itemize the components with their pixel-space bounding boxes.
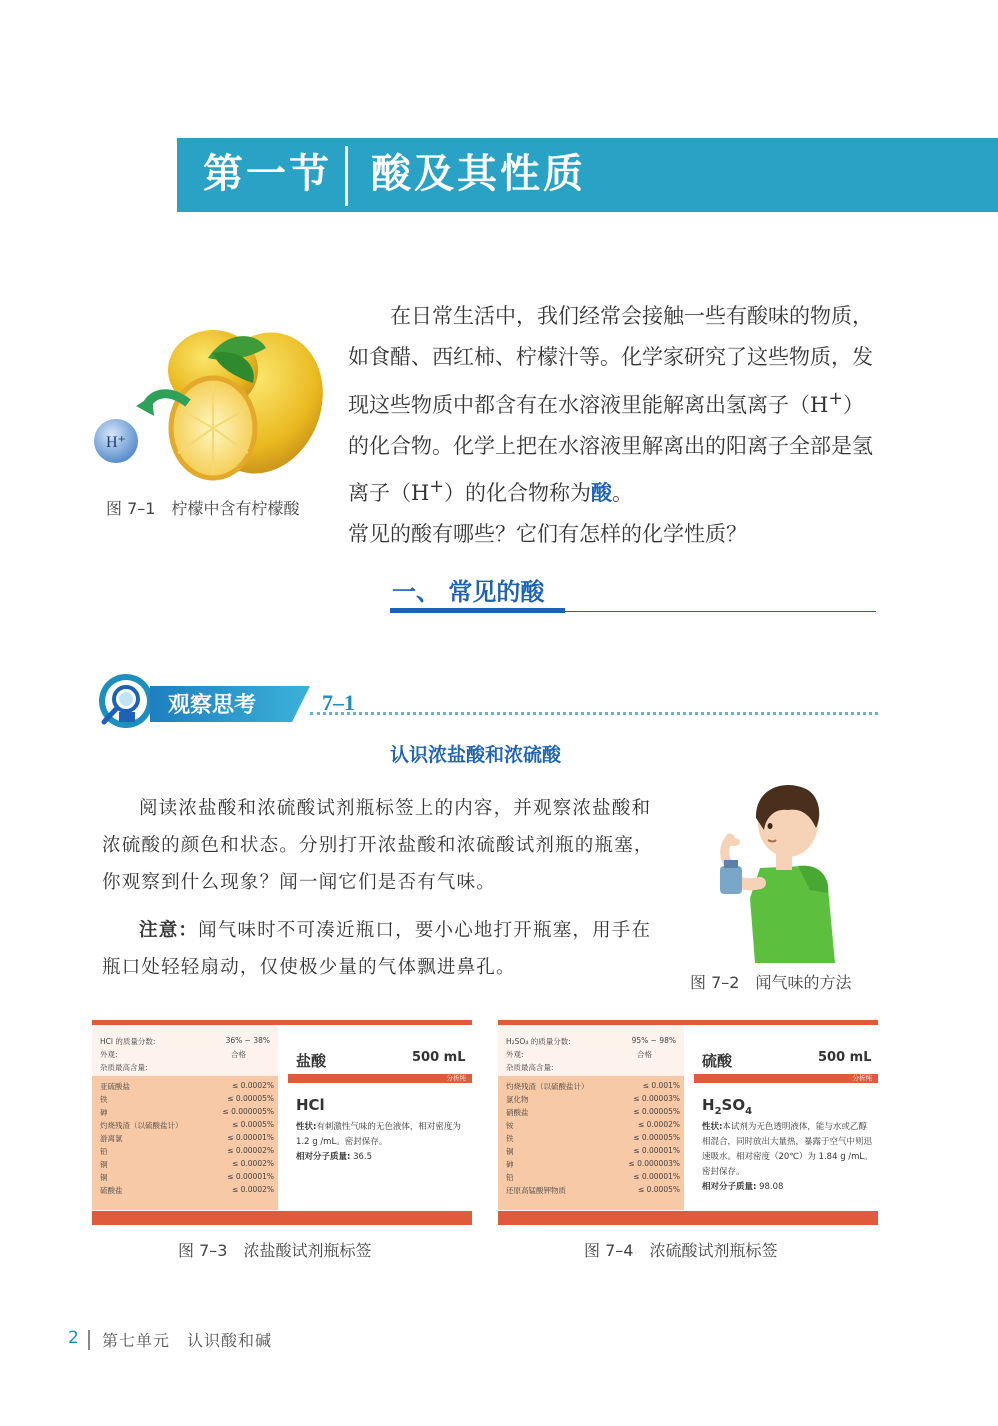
safety-note: 注意：闻气味时不可凑近瓶口，要小心地打开瓶塞，用手在瓶口处轻轻扇动，仅使极少量的气体飘进鼻孔。 [102,920,652,978]
observe-tab [150,686,310,722]
intro-paragraph: 在日常生活中，我们经常会接触一些有酸味的物质，如食醋、西红柿、柠檬汁等。化学家研究了这些物质，发现这些物质中都含有在水溶液里能解离出氢离子（H+）的化合物。化学上把在水溶液里解离出的阳离子全部是氢离子（H+）的化合物称为酸。 [348,304,873,506]
reagent-description: 性状:有刺激性气味的无色液体，相对密度为 1.2 g /mL。密封保存。 相对分子质量: 36.5 [296,1122,461,1162]
impurity-row: 铵 ≤ 0.0002% [506,1120,680,1130]
ion-label: H⁺ [106,434,126,451]
figure-caption: 图 7–4 浓硫酸试剂瓶标签 [584,1241,778,1260]
impurity-row: 铁 ≤ 0.00005% [100,1094,274,1104]
impurity-row: 灼烧残渣（以硫酸盐计） ≤ 0.0005% [100,1120,274,1130]
impurity-row: 铜 ≤ 0.0002% [100,1159,274,1169]
label-bottom-stripe [498,1211,878,1225]
impurity-row: 还原高锰酸钾物质 ≤ 0.0005% [506,1185,680,1195]
impurity-row: 铅 ≤ 0.00002% [100,1146,274,1156]
reagent-bottle [720,866,742,894]
impurity-row: 游离氯 ≤ 0.00001% [100,1133,274,1143]
figure-caption: 图 7–1 柠檬中含有柠檬酸 [106,499,300,518]
hcl-label [92,1020,472,1228]
impurity-row: 铜 ≤ 0.00001% [100,1172,274,1182]
impurity-row: 砷 ≤ 0.000003% [506,1159,680,1169]
heading-rule [565,611,876,612]
figure-caption: 图 7–3 浓盐酸试剂瓶标签 [178,1241,372,1260]
reagent-volume: 500 mL [818,1050,872,1065]
reagent-formula: $H_2SO_4$ [702,1096,753,1117]
impurity-row: 铅 ≤ 0.00001% [506,1172,680,1182]
acid-term: 酸 [591,480,612,506]
banner-divider [345,146,348,206]
dotted-rule [310,712,878,715]
arrow-head-icon [136,396,154,416]
activity-text: 阅读浓盐酸和浓硫酸试剂瓶标签上的内容，并观察浓盐酸和浓硫酸的颜色和状态。分别打开浓盐酸和浓硫酸试剂瓶的瓶塞，你观察到什么现象？闻一闻它们是否有气味。 [102,798,654,893]
impurity-row: 氯化物 ≤ 0.00003% [506,1094,680,1104]
section-title: 酸及其性质 [371,150,586,197]
impurity-row: 硝酸盐 ≤ 0.00005% [506,1107,680,1117]
unit-title: 第七单元 认识酸和碱 [102,1331,273,1350]
impurity-row: 铁 ≤ 0.00005% [506,1133,680,1143]
impurity-row: 铜 ≤ 0.00001% [506,1146,680,1156]
lemon-figure [88,308,328,488]
note-label: 注意： [139,920,199,941]
spec-row: 外观: 合格 [100,1050,246,1059]
label-bottom-stripe [92,1211,472,1225]
impurity-row: 灼烧残渣（以硫酸盐计） ≤ 0.001% [506,1081,680,1091]
spec-row: 外观: 合格 [506,1050,652,1059]
activity-subtitle: 认识浓盐酸和浓硫酸 [390,744,562,766]
intro-question: 常见的酸有哪些？它们有怎样的化学性质？ [348,522,747,547]
figure-caption: 图 7–2 闻气味的方法 [690,973,852,992]
observe-label: 观察思考 [168,693,257,718]
spec-row: H₂SO₄ 的质量分数: 95% ~ 98% [506,1036,676,1046]
h2so4-label [498,1020,878,1228]
spec-row: HCl 的质量分数: 36% ~ 38% [100,1036,270,1046]
page-number: 2 [68,1328,79,1348]
reagent-description: 性状:本试剂为无色透明液体，能与水或乙醇相混合，同时放出大量热，暴露于空气中则迅速吸水。相对密度（20℃）为 1.84 g /mL。密封保存。 相对分子质量: 98.08 [702,1122,873,1192]
footer-divider [88,1330,90,1350]
boy-smelling-figure [700,778,850,963]
reagent-name: 盐酸 [296,1052,327,1070]
impurity-row: 亚硫酸盐 ≤ 0.0002% [100,1081,274,1091]
reagent-formula: HCl [296,1096,325,1114]
activity-number: 7–1 [322,690,355,715]
intro-text [348,296,878,556]
spec-row: 杂质最高含量: [100,1063,148,1072]
reagent-name: 硫酸 [702,1052,733,1070]
impurity-row: 砷 ≤ 0.000005% [100,1107,274,1117]
heading-underline [390,608,565,613]
section-banner [177,138,998,212]
grade-band: 分析纯 [694,1074,878,1083]
impurity-row: 硫酸盐 ≤ 0.0002% [100,1185,274,1195]
reagent-volume: 500 mL [412,1050,466,1065]
spec-row: 杂质最高含量: [506,1063,554,1072]
subsection-heading: 一、 常见的酸 [392,578,545,606]
grade-band: 分析纯 [288,1074,472,1083]
section-number: 第一节 [203,150,332,197]
